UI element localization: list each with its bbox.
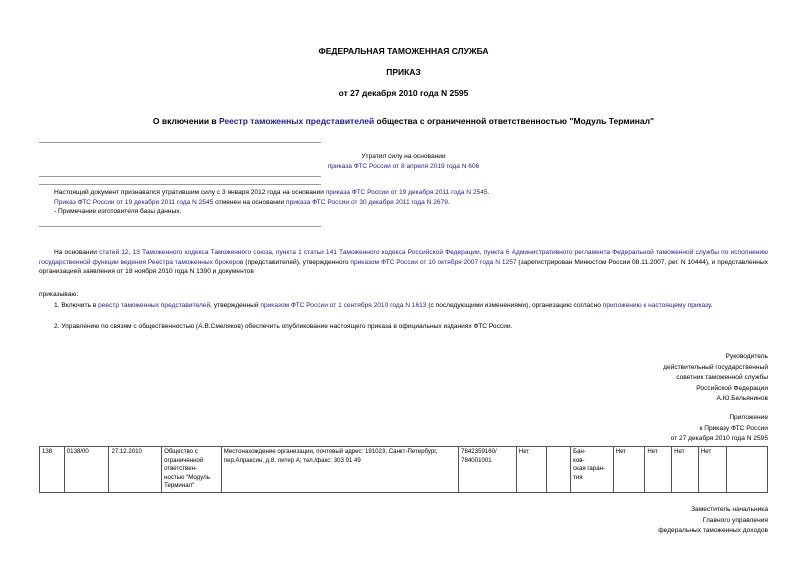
divider	[39, 184, 321, 185]
order-item-2: 2. Управлению по связям с общественностью (А.В.Смеляков) обеспечить опубликование настоящего приказа в официальных изданиях ФТС России.	[54, 323, 513, 330]
note-link-2679[interactable]: приказа ФТС России от 30 декабря 2011 года N 2679	[286, 198, 448, 206]
basis-text: На основании	[54, 249, 100, 256]
order-word: приказываю:	[39, 291, 79, 298]
signature-line: Руководитель	[725, 353, 768, 360]
table-cell: Нет	[698, 447, 726, 493]
title-link-registry[interactable]: Реестр таможенных представителей	[219, 116, 375, 126]
note-text: - Примечание изготовителя базы данных.	[54, 208, 182, 215]
table-cell: Местонахождение организации, почтовый адрес: 191023, Санкт-Петербург, пер.Апраксин, д.8, литер А; тел./факс: 303 91 49	[221, 447, 458, 493]
title-prefix: О включении в	[152, 116, 219, 126]
table-cell: Нет	[645, 447, 672, 493]
basis-link-tk-rf[interactable]: пункта 1 статьи 141 Таможенного кодекса Российской Федерации	[275, 249, 480, 256]
order-link-registry[interactable]: реестр таможенных представителей	[98, 302, 211, 309]
table-cell: 138	[40, 447, 65, 493]
order-link-appendix[interactable]: приложению к настоящему приказу	[602, 302, 711, 309]
order-link-1613[interactable]: приказом ФТС России от 1 сентября 2010 года N 1613	[260, 302, 427, 309]
signature-line: действительный государственный	[663, 363, 768, 371]
order-text: (с последующими изменениями), организацию согласно	[426, 302, 603, 309]
order-text: .	[710, 302, 713, 309]
table-cell	[546, 447, 571, 493]
signature-line: советник таможенной службы	[676, 374, 768, 381]
footer-line: федеральных таможенных доходов	[658, 527, 768, 534]
basis-text: ,	[479, 249, 484, 256]
footer-line: Главного управления	[702, 516, 768, 524]
note-link-2545-b[interactable]: Приказ ФТС России от 19 декабря 2011 года N 2545	[54, 198, 214, 206]
basis-text: ,	[271, 249, 276, 256]
order-item-1	[54, 301, 768, 311]
table-cell: Общество с ограниченной ответствен- ностью "Модуль Терминал"	[162, 447, 222, 493]
footer-signature	[658, 505, 768, 537]
divider	[39, 176, 321, 177]
basis-link-reglament[interactable]: пункта 6 Административного регламента Федеральной таможенной службы по исполнению государственной функции ведения Реестра таможенных брокеров	[39, 249, 769, 266]
divider	[39, 226, 321, 227]
note-text: отменен на основании	[213, 198, 287, 206]
appendix-line: от 27 декабря 2010 года N 2595	[670, 435, 768, 442]
basis-paragraph	[39, 248, 768, 277]
table-cell: 27.12.2010	[109, 447, 162, 493]
order-text: 1. Включить в	[54, 302, 99, 309]
lost-force-note	[39, 152, 768, 171]
basis-text: (представителей), утвержденного	[243, 258, 351, 266]
database-note	[54, 188, 768, 217]
table-row	[40, 447, 768, 493]
signature-block	[663, 352, 768, 405]
note-link-2545[interactable]: приказа ФТС России от 19 декабря 2011 года N 2545	[325, 189, 488, 196]
registry-table	[39, 446, 768, 493]
note-text: Настоящий документ признавался утратившим силу с 3 января 2012 года на основании	[54, 189, 326, 196]
agency-heading: ФЕДЕРАЛЬНАЯ ТАМОЖЕННАЯ СЛУЖБА	[318, 46, 489, 56]
basis-link-1257[interactable]: приказом ФТС России от 10 октября 2007 года N 1257	[350, 258, 517, 266]
doc-title	[0, 116, 807, 126]
basis-link-tk-ts[interactable]: статей 12, 13 Таможенного кодекса Таможенного союза	[99, 249, 272, 256]
signature-name: А.Ю.Бельянинов	[716, 395, 768, 402]
basis-text: (зарегистрирован Минюстом России 08.11.2007, рег. N 10444), и представленных организацией заявления от 18 ноября 2010 года N 1390 и документов	[39, 258, 768, 275]
doc-date: от 27 декабря 2010 года N 2595	[338, 88, 469, 98]
table-cell: Бан- ков- ская гаран- тия	[571, 447, 614, 493]
table-cell: Нет	[613, 447, 645, 493]
signature-line: Российской Федерации	[696, 384, 768, 392]
footer-line: Заместитель начальника	[691, 506, 768, 513]
divider	[39, 142, 321, 143]
lost-force-link[interactable]: приказа ФТС России от 8 апреля 2019 года N 606	[327, 162, 480, 170]
table-cell: 7842359160/ 784001001	[459, 447, 517, 493]
note-punct: .	[447, 198, 450, 206]
table-cell	[726, 447, 767, 493]
appendix-header	[671, 413, 768, 445]
table-cell: 0138/00	[64, 447, 109, 493]
title-suffix: общества с ограниченной ответственностью "Модуль Терминал"	[374, 116, 655, 126]
doc-type-heading: ПРИКАЗ	[386, 67, 421, 77]
table-cell: Нет	[516, 447, 546, 493]
table-cell: Нет	[672, 447, 699, 493]
note-punct: .	[487, 189, 490, 196]
lost-force-text: Утратил силу на основании	[361, 153, 446, 160]
appendix-line: к Приказу ФТС России	[699, 424, 768, 432]
order-text: , утвержденный	[210, 302, 261, 309]
appendix-line: Приложение	[729, 414, 768, 421]
